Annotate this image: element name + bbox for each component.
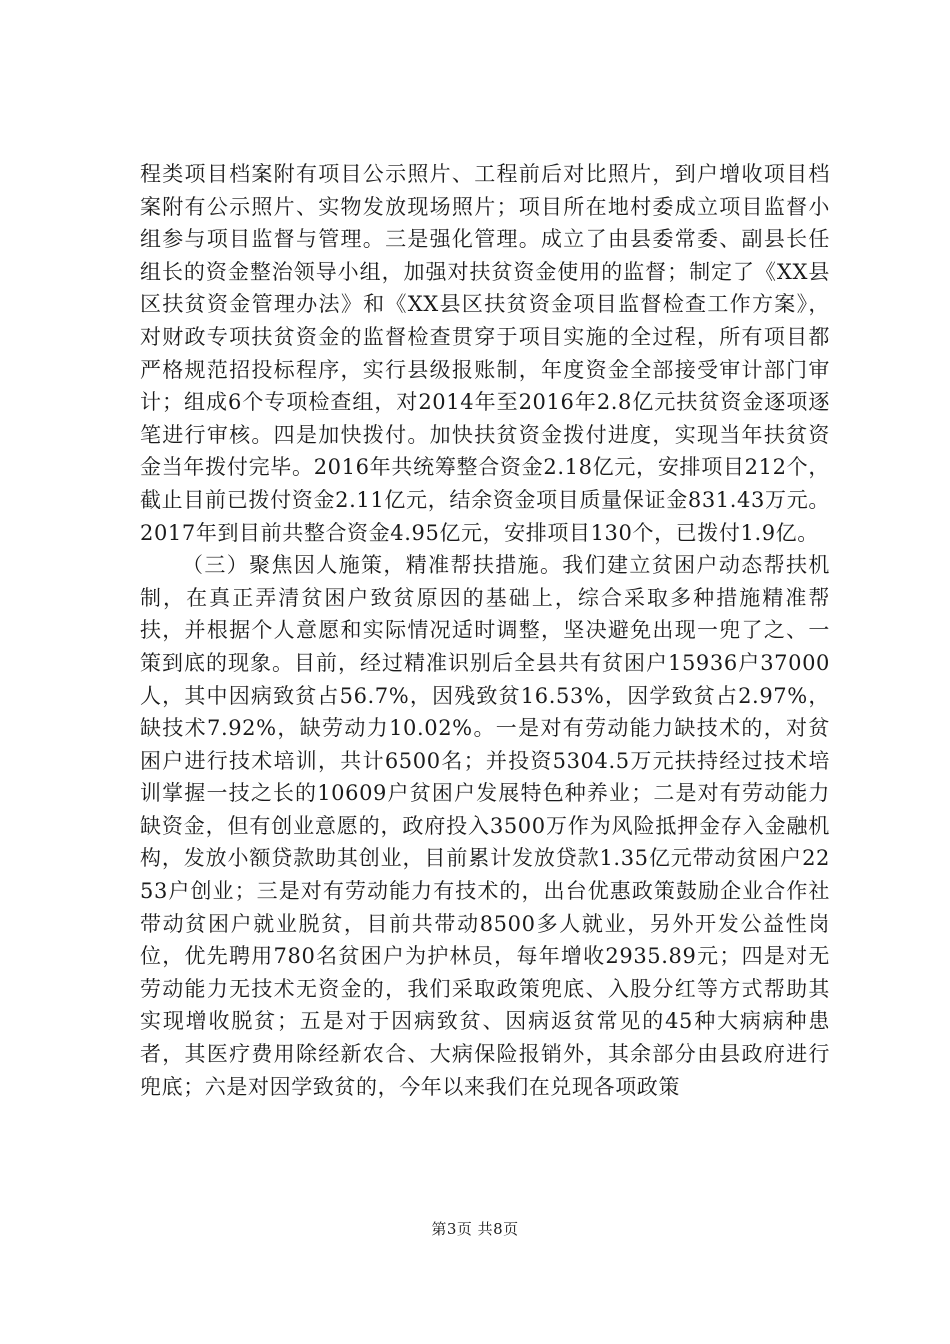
page-number-label: 第3页 共8页: [431, 1220, 519, 1238]
paragraph-2: （三）聚焦因人施策，精准帮扶措施。我们建立贫困户动态帮扶机制，在真正弄清贫困户致贫原因的基础上，综合采取多种措施精准帮扶，并根据个人意愿和实际情况适时调整，坚决避免出现一兜了之、一策到底的现象。目前，经过精准识别后全县共有贫困户15936户37000人，其中因病致贫占56.7%，因残致贫16.53%，因学致贫占2.97%，缺技术7.92%，缺劳动力10.02%。一是对有劳动能力缺技术的，对贫困户进行技术培训，共计6500名；并投资5304.5万元扶持经过技术培训掌握一技之长的10609户贫困户发展特色种养业；二是对有劳动能力缺资金，但有创业意愿的，政府投入3500万作为风险抵押金存入金融机构，发放小额贷款助其创业，目前累计发放贷款1.35亿元带动贫困户2253户创业；三是对有劳动能力有技术的，出台优惠政策鼓励企业合作社带动贫困户就业脱贫，目前共带动8500多人就业，另外开发公益性岗位，优先聘用780名贫困户为护林员，每年增收2935.89元；四是对无劳动能力无技术无资金的，我们采取政策兜底、入股分红等方式帮助其实现增收脱贫；五是对于因病致贫、因病返贫常见的45种大病病种患者，其医疗费用除经新农合、大病保险报销外，其余部分由县政府进行兜底；六是对因学致贫的，今年以来我们在兑现各项政策: [140, 553, 830, 1099]
document-body: [140, 158, 830, 1103]
paragraph-1: 程类项目档案附有项目公示照片、工程前后对比照片，到户增收项目档案附有公示照片、实物发放现场照片；项目所在地村委成立项目监督小组参与项目监督与管理。三是强化管理。成立了由县委常委、副县长任组长的资金整治领导小组，加强对扶贫资金使用的监督；制定了《XX县区扶贫资金管理办法》和《XX县区扶贫资金项目监督检查工作方案》，对财政专项扶贫资金的监督检查贯穿于项目实施的全过程，所有项目都严格规范招投标程序，实行县级报账制，年度资金全部接受审计部门审计；组成6个专项检查组，对2014年至2016年2.8亿元扶贫资金逐项逐笔进行审核。四是加快拨付。加快扶贫资金拨付进度，实现当年扶贫资金当年拨付完毕。2016年共统筹整合资金2.18亿元，安排项目212个，截止目前已拨付资金2.11亿元，结余资金项目质量保证金831.43万元。2017年到目前共整合资金4.95亿元，安排项目130个，已拨付1.9亿。: [140, 162, 830, 545]
page-footer: [0, 1218, 950, 1239]
